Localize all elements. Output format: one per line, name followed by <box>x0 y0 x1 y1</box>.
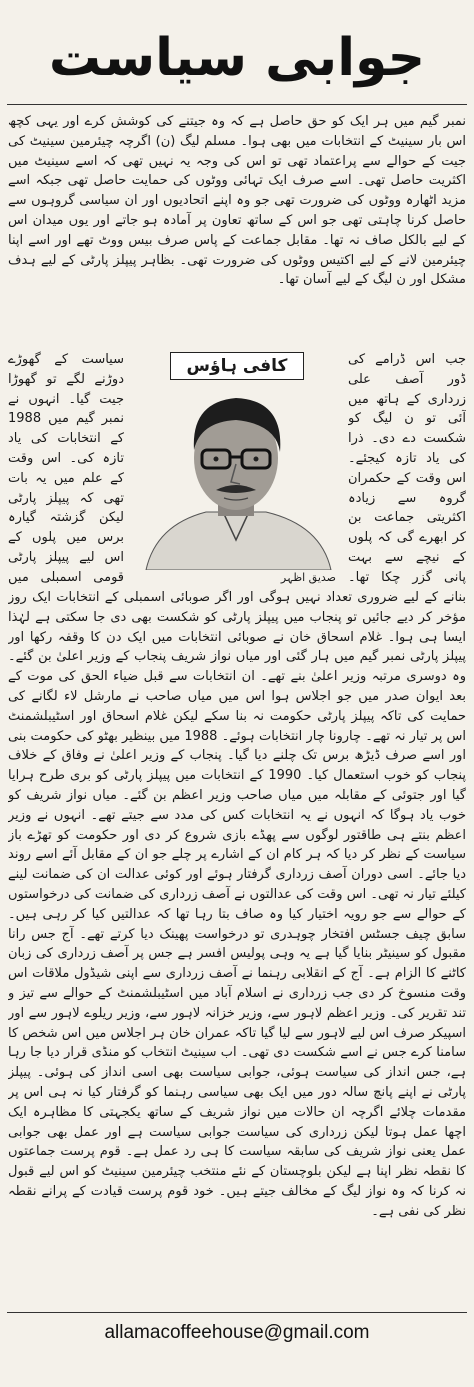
author-photo-block <box>130 350 342 586</box>
author-email: allamacoffeehouse@gmail.com <box>104 1322 370 1343</box>
paragraph-text: نمبر گیم میں ہر ایک کو حق حاصل ہے کہ وہ جیتنے کی کوشش کرے اور یہی کچھ اس بار سینیٹ کے انتخابات میں بھی ہوا۔ مسلم لیگ (ن) اگرچہ چیئرمین سینیٹ کی جیت کے حوالے سے پراعتماد تھی تو اس کی وجہ یہ نہیں تھی کہ اسے سینیٹ میں اکثریت حاصل تھی۔ اسے صرف ایک تہائی ووٹوں کی حمایت حاصل تھی جبکہ اسے مزید اٹھارہ ووٹوں کی ضرورت تھی جو وہ اپنے اتحادیوں اور ان سیاسی گروہوں سے حاصل کرنا چاہتی تھی جو اس کے ساتھ تعاون پر آمادہ ہو جاتے اور یوں میدان اس کے لیے بالکل صاف نہ تھا۔ مقابل جماعت کے پاس صرف بیس ووٹ تھے اور اسے اپنا چیئرمین لانے کے لیے اکتیس ووٹوں کی ضرورت تھی۔ بظاہر پیپلز پارٹی کے لیے ہدف مشکل اور ن لیگ کے لیے آسان تھا۔ <box>8 114 466 288</box>
headline-divider <box>7 104 467 105</box>
paragraph-text: بنانے کے لیے ضروری تعداد نہیں ہوگی اور اگر صوبائی اسمبلی کے انتخابات ایک روز مؤخر کر دیے جائیں تو پنجاب میں پیپلز پارٹی کو شکست بھی دی جا سکتی ہے لہٰذا ایسا ہی ہوا۔ غلام اسحاق خان نے صوبائی انتخابات میں ایک دن کا وقفہ رکھا اور پیپلز پارٹی نمبر گیم میں ہار گئی اور میاں نواز شریف پنجاب کے وزیر اعلیٰ بن گئے۔ وہ دوسری مرتبہ وزیر اعلیٰ بنے تھے۔ ان انتخابات سے قبل ضیاء الحق کی موت کے بعد ایوان صدر میں جو اجلاس ہوا اس میں میاں صاحب نے مارشل لاء لگانے کی حمایت کی تاکہ پیپلز پارٹی حکومت نہ بنا سکے لیکن غلام اسحاق اور اسٹیبلشمنٹ اس پر تیار نہ تھے۔ چارونا چار انتخابات ہوئے۔ 1988 میں بینظیر بھٹو کی حکومت بنی اور اسے صرف ڈیڑھ برس تک چلنے دیا گیا۔ پنجاب کے وزیر اعلیٰ نے وفاق کے خلاف پنجاب کو خوب استعمال کیا۔ 1990 کے انتخابات میں پیپلز پارٹی کو بری طرح ہرایا گیا اور جتوئی کے مقابلہ میں میاں صاحب وزیر اعظم بن گئے۔ میاں نواز شریف کو خوب یاد ہوگا کہ انہوں نے یہ انتخابات کس کی مدد سے جیتے تھے۔ انہوں نے وزیر اعظم بنتے ہی طاقتور لوگوں سے پھڈے بازی شروع کر دی اور حکومت کو تھڑے باز سیاست کے نظر کر دیا کہ ہر کام ان کے اشارے پر چلے جو ان کے مقابل آئے اسے روند دیا جائے۔ اسی دوران آصف زرداری گرفتار ہوئے اور کوئی عدالت ان کی ضمانت لینے کیلئے تیار نہ تھی۔ اس وقت کی عدالتوں نے آصف زرداری کی ضمانت کی درخواستوں کے حوالے سے جو رویہ اختیار کیا وہ صاف بتا رہا تھا کہ عدالتیں کیا کر رہی ہیں۔ سابق چیف جسٹس افتخار چوہدری تو درخواست پھینک دیا کرتے تھے۔ آج جس رانا مقبول کو سینیٹر بنایا گیا ہے یہ وہی پولیس افسر ہے جس پر آصف زرداری کی زبان کاٹنے کا الزام ہے۔ آج کے انقلابی رہنما نے آصف زرداری سے اپنی شیڈول ملاقات اس وقت منسوخ کر دی جب زرداری نے اسلام آباد میں اسٹیبلشمنٹ کے حوالے سے تیز و تند تقریر کی۔ وزیر اعظم لاہور سے، وزیر خزانہ لاہور سے، وزیر ریلوے لاہور سے اور اسپیکر صرف اس لیے لاہور سے لیا گیا تاکہ عمران خان ہر اجلاس میں اس شخص کا سامنا کرے جس نے اسے شکست دی تھی۔ اب سینیٹ انتخاب کو منڈی قرار دیا جا رہا ہے، جس انداز کی سیاست ہوئی، جوابی سیاست بھی اسی انداز کی ہوئی۔ پیپلز پارٹی نے اپنے پانچ سالہ دور میں ایک بھی سیاسی رہنما کو گرفتار کیا نہ ہی اس پر مقدمات چلائے اگرچہ ان حالات میں نواز شریف کے ساتھ یکجہتی کا مظاہرہ ایک اچھا عمل ہوتا لیکن زرداری کی سیاست جوابی سیاست ہے اور عمل بھی جوابی عمل یعنی نواز شریف کی سابقہ سیاست کا ہی رد عمل ہے۔ قوم پرست جماعتوں کا نقطہ نظر اپنا ہے لیکن بلوچستان کے نئے منتخب چیئرمین سینیٹ کو اس لیے قبول نہ کرنا کہ وہ نواز لیگ کے مخالف جیتے ہیں۔ خود قوم پرست قیادت کے پرانے نقطہ نظر کی نفی ہے۔ <box>8 590 466 1219</box>
footer-divider <box>7 1312 467 1313</box>
article-paragraph-main <box>8 588 466 1306</box>
paragraph-text: سیاست کے گھوڑے دوڑنے لگے تو گھوڑا جیت گیا۔ انہوں نے نمبر گیم میں 1988 کے انتخابات کی یاد تازہ کی۔ اس وقت کے علم میں یہ بات تھی کہ پیپلز پارٹی لیکن گزشتہ گیارہ برس میں پلوں کے اس لیے پیپلز پارٹی قومی اسمبلی میں <box>8 352 124 585</box>
author-byline: صدیق اظہر <box>280 571 336 584</box>
author-portrait-photo <box>136 380 336 570</box>
column-brand-label: کافی ہاؤس <box>170 352 304 380</box>
article-paragraph-intro <box>8 112 466 350</box>
article-column-left <box>8 350 124 588</box>
paragraph-text: جب اس ڈرامے کی ڈور آصف علی زرداری کے ہاتھ میں آئی تو ن لیگ کو شکست دے دی۔ ذرا کی یاد تازہ کیجئے۔ اس وقت کے حکمران گروہ سے زیادہ اکثریتی جماعت بن کر ابھرے گی کہ پلوں کے نیچے سے بہت پانی گزر چکا تھا۔ <box>348 352 466 585</box>
article-column-right <box>348 350 466 588</box>
column-headline: جوابی سیاست <box>48 28 426 88</box>
